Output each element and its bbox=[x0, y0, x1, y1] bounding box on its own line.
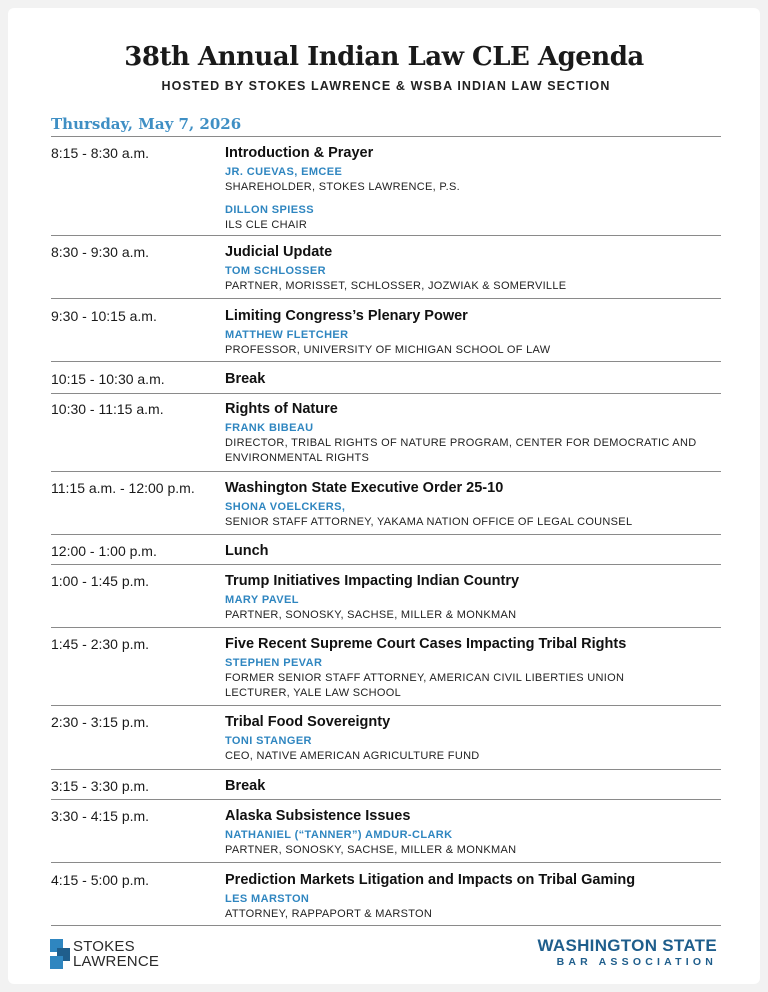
speaker-role: PARTNER, SONOSKY, SACHSE, MILLER & MONKMAN bbox=[225, 844, 517, 856]
speaker-name: STEPHEN PEVAR bbox=[225, 657, 323, 669]
session-title: Rights of Nature bbox=[225, 401, 338, 417]
speaker-role: FORMER SENIOR STAFF ATTORNEY, AMERICAN CIVIL LIBERTIES UNION bbox=[225, 672, 625, 684]
speaker-name: NATHANIEL (“TANNER”) AMDUR-CLARK bbox=[225, 829, 453, 841]
divider-rule bbox=[51, 298, 721, 299]
divider-rule bbox=[51, 925, 721, 926]
session-details bbox=[225, 244, 725, 294]
session-details bbox=[225, 308, 725, 358]
session-time: 12:00 - 1:00 p.m. bbox=[51, 543, 157, 559]
divider-rule bbox=[51, 564, 721, 565]
session-time: 11:15 a.m. - 12:00 p.m. bbox=[51, 480, 195, 496]
divider-rule bbox=[51, 393, 721, 394]
session-details bbox=[225, 778, 725, 795]
speaker bbox=[225, 892, 725, 922]
event-date: Thursday, May 7, 2026 bbox=[51, 115, 242, 133]
stokes-lawrence-logo bbox=[50, 939, 159, 969]
logo-line-2: LAWRENCE bbox=[73, 953, 160, 970]
wsba-logo bbox=[537, 936, 717, 969]
wsba-logo-line-2: BAR ASSOCIATION bbox=[556, 956, 717, 968]
divider-rule bbox=[51, 769, 721, 770]
session-title: Prediction Markets Litigation and Impacts on Tribal Gaming bbox=[225, 872, 636, 888]
speaker-role: ATTORNEY, RAPPAPORT & MARSTON bbox=[225, 908, 433, 920]
speaker-role: CEO, NATIVE AMERICAN AGRICULTURE FUND bbox=[225, 750, 480, 762]
session-details bbox=[225, 371, 725, 388]
divider-rule bbox=[51, 862, 721, 863]
speaker-name: SHONA VOELCKERS, bbox=[225, 501, 346, 513]
session-details bbox=[225, 573, 725, 623]
session-time: 3:15 - 3:30 p.m. bbox=[51, 778, 150, 794]
speaker bbox=[225, 328, 725, 358]
session-time: 1:45 - 2:30 p.m. bbox=[51, 636, 150, 652]
session-time: 3:30 - 4:15 p.m. bbox=[51, 808, 150, 824]
session-title: Alaska Subsistence Issues bbox=[225, 808, 411, 824]
session-details bbox=[225, 543, 725, 560]
speaker-name: FRANK BIBEAU bbox=[225, 422, 314, 434]
stokes-lawrence-mark-icon bbox=[50, 939, 70, 969]
speaker-role: SHAREHOLDER, STOKES LAWRENCE, P.S. bbox=[225, 181, 460, 193]
session-title: Judicial Update bbox=[225, 244, 333, 260]
divider-rule bbox=[51, 627, 721, 628]
session-details bbox=[225, 714, 725, 764]
speaker bbox=[225, 500, 725, 530]
speaker-role: ILS CLE CHAIR bbox=[225, 219, 308, 231]
speaker bbox=[225, 593, 725, 623]
logo-line-1: STOKES bbox=[73, 938, 135, 955]
session-time: 8:15 - 8:30 a.m. bbox=[51, 145, 150, 161]
speaker-name: TOM SCHLOSSER bbox=[225, 265, 326, 277]
session-title: Introduction & Prayer bbox=[225, 145, 374, 161]
session-title: Five Recent Supreme Court Cases Impacting Tribal Rights bbox=[225, 636, 627, 652]
speaker-role: DIRECTOR, TRIBAL RIGHTS OF NATURE PROGRAM, CENTER FOR DEMOCRATIC AND bbox=[225, 437, 697, 449]
page-subtitle: HOSTED BY STOKES LAWRENCE & WSBA INDIAN LAW SECTION bbox=[161, 79, 611, 93]
speaker bbox=[225, 165, 725, 195]
divider-rule bbox=[51, 235, 721, 236]
divider-rule bbox=[51, 799, 721, 800]
speaker bbox=[225, 828, 725, 858]
session-details bbox=[225, 872, 725, 922]
speaker bbox=[225, 421, 725, 466]
session-details bbox=[225, 808, 725, 858]
divider-rule bbox=[51, 136, 721, 137]
speaker bbox=[225, 264, 725, 294]
wsba-logo-line-1: WASHINGTON STATE bbox=[537, 936, 717, 955]
speaker bbox=[225, 203, 725, 233]
speaker-role: SENIOR STAFF ATTORNEY, YAKAMA NATION OFFICE OF LEGAL COUNSEL bbox=[225, 516, 633, 528]
speaker-role: ENVIRONMENTAL RIGHTS bbox=[225, 452, 370, 464]
speaker-name: TONI STANGER bbox=[225, 735, 312, 747]
session-time: 10:30 - 11:15 a.m. bbox=[51, 401, 164, 417]
session-details bbox=[225, 480, 725, 530]
session-time: 1:00 - 1:45 p.m. bbox=[51, 573, 150, 589]
speaker-role: PARTNER, SONOSKY, SACHSE, MILLER & MONKMAN bbox=[225, 609, 517, 621]
session-details bbox=[225, 401, 725, 466]
session-time: 8:30 - 9:30 a.m. bbox=[51, 244, 150, 260]
divider-rule bbox=[51, 471, 721, 472]
divider-rule bbox=[51, 705, 721, 706]
page-title: 38th Annual Indian Law CLE Agenda bbox=[124, 42, 644, 72]
session-title: Break bbox=[225, 371, 266, 387]
speaker-name: MATTHEW FLETCHER bbox=[225, 329, 349, 341]
session-time: 9:30 - 10:15 a.m. bbox=[51, 308, 157, 324]
speaker-name: JR. CUEVAS, EMCEE bbox=[225, 166, 343, 178]
session-title: Limiting Congress’s Plenary Power bbox=[225, 308, 468, 324]
speaker-name: DILLON SPIESS bbox=[225, 204, 314, 216]
session-title: Trump Initiatives Impacting Indian Country bbox=[225, 573, 520, 589]
speaker bbox=[225, 656, 725, 701]
divider-rule bbox=[51, 534, 721, 535]
speaker bbox=[225, 734, 725, 764]
speaker-role: PROFESSOR, UNIVERSITY OF MICHIGAN SCHOOL OF LAW bbox=[225, 344, 551, 356]
session-title: Tribal Food Sovereignty bbox=[225, 714, 391, 730]
session-time: 10:15 - 10:30 a.m. bbox=[51, 371, 165, 387]
session-time: 4:15 - 5:00 p.m. bbox=[51, 872, 150, 888]
session-details bbox=[225, 145, 725, 233]
session-time: 2:30 - 3:15 p.m. bbox=[51, 714, 150, 730]
session-title: Break bbox=[225, 778, 266, 794]
session-details bbox=[225, 636, 725, 701]
session-title: Lunch bbox=[225, 543, 269, 559]
session-title: Washington State Executive Order 25-10 bbox=[225, 480, 504, 496]
speaker-role: LECTURER, YALE LAW SCHOOL bbox=[225, 687, 402, 699]
speaker-name: LES MARSTON bbox=[225, 893, 310, 905]
divider-rule bbox=[51, 361, 721, 362]
speaker-name: MARY PAVEL bbox=[225, 594, 299, 606]
speaker-role: PARTNER, MORISSET, SCHLOSSER, JOZWIAK & SOMERVILLE bbox=[225, 280, 567, 292]
